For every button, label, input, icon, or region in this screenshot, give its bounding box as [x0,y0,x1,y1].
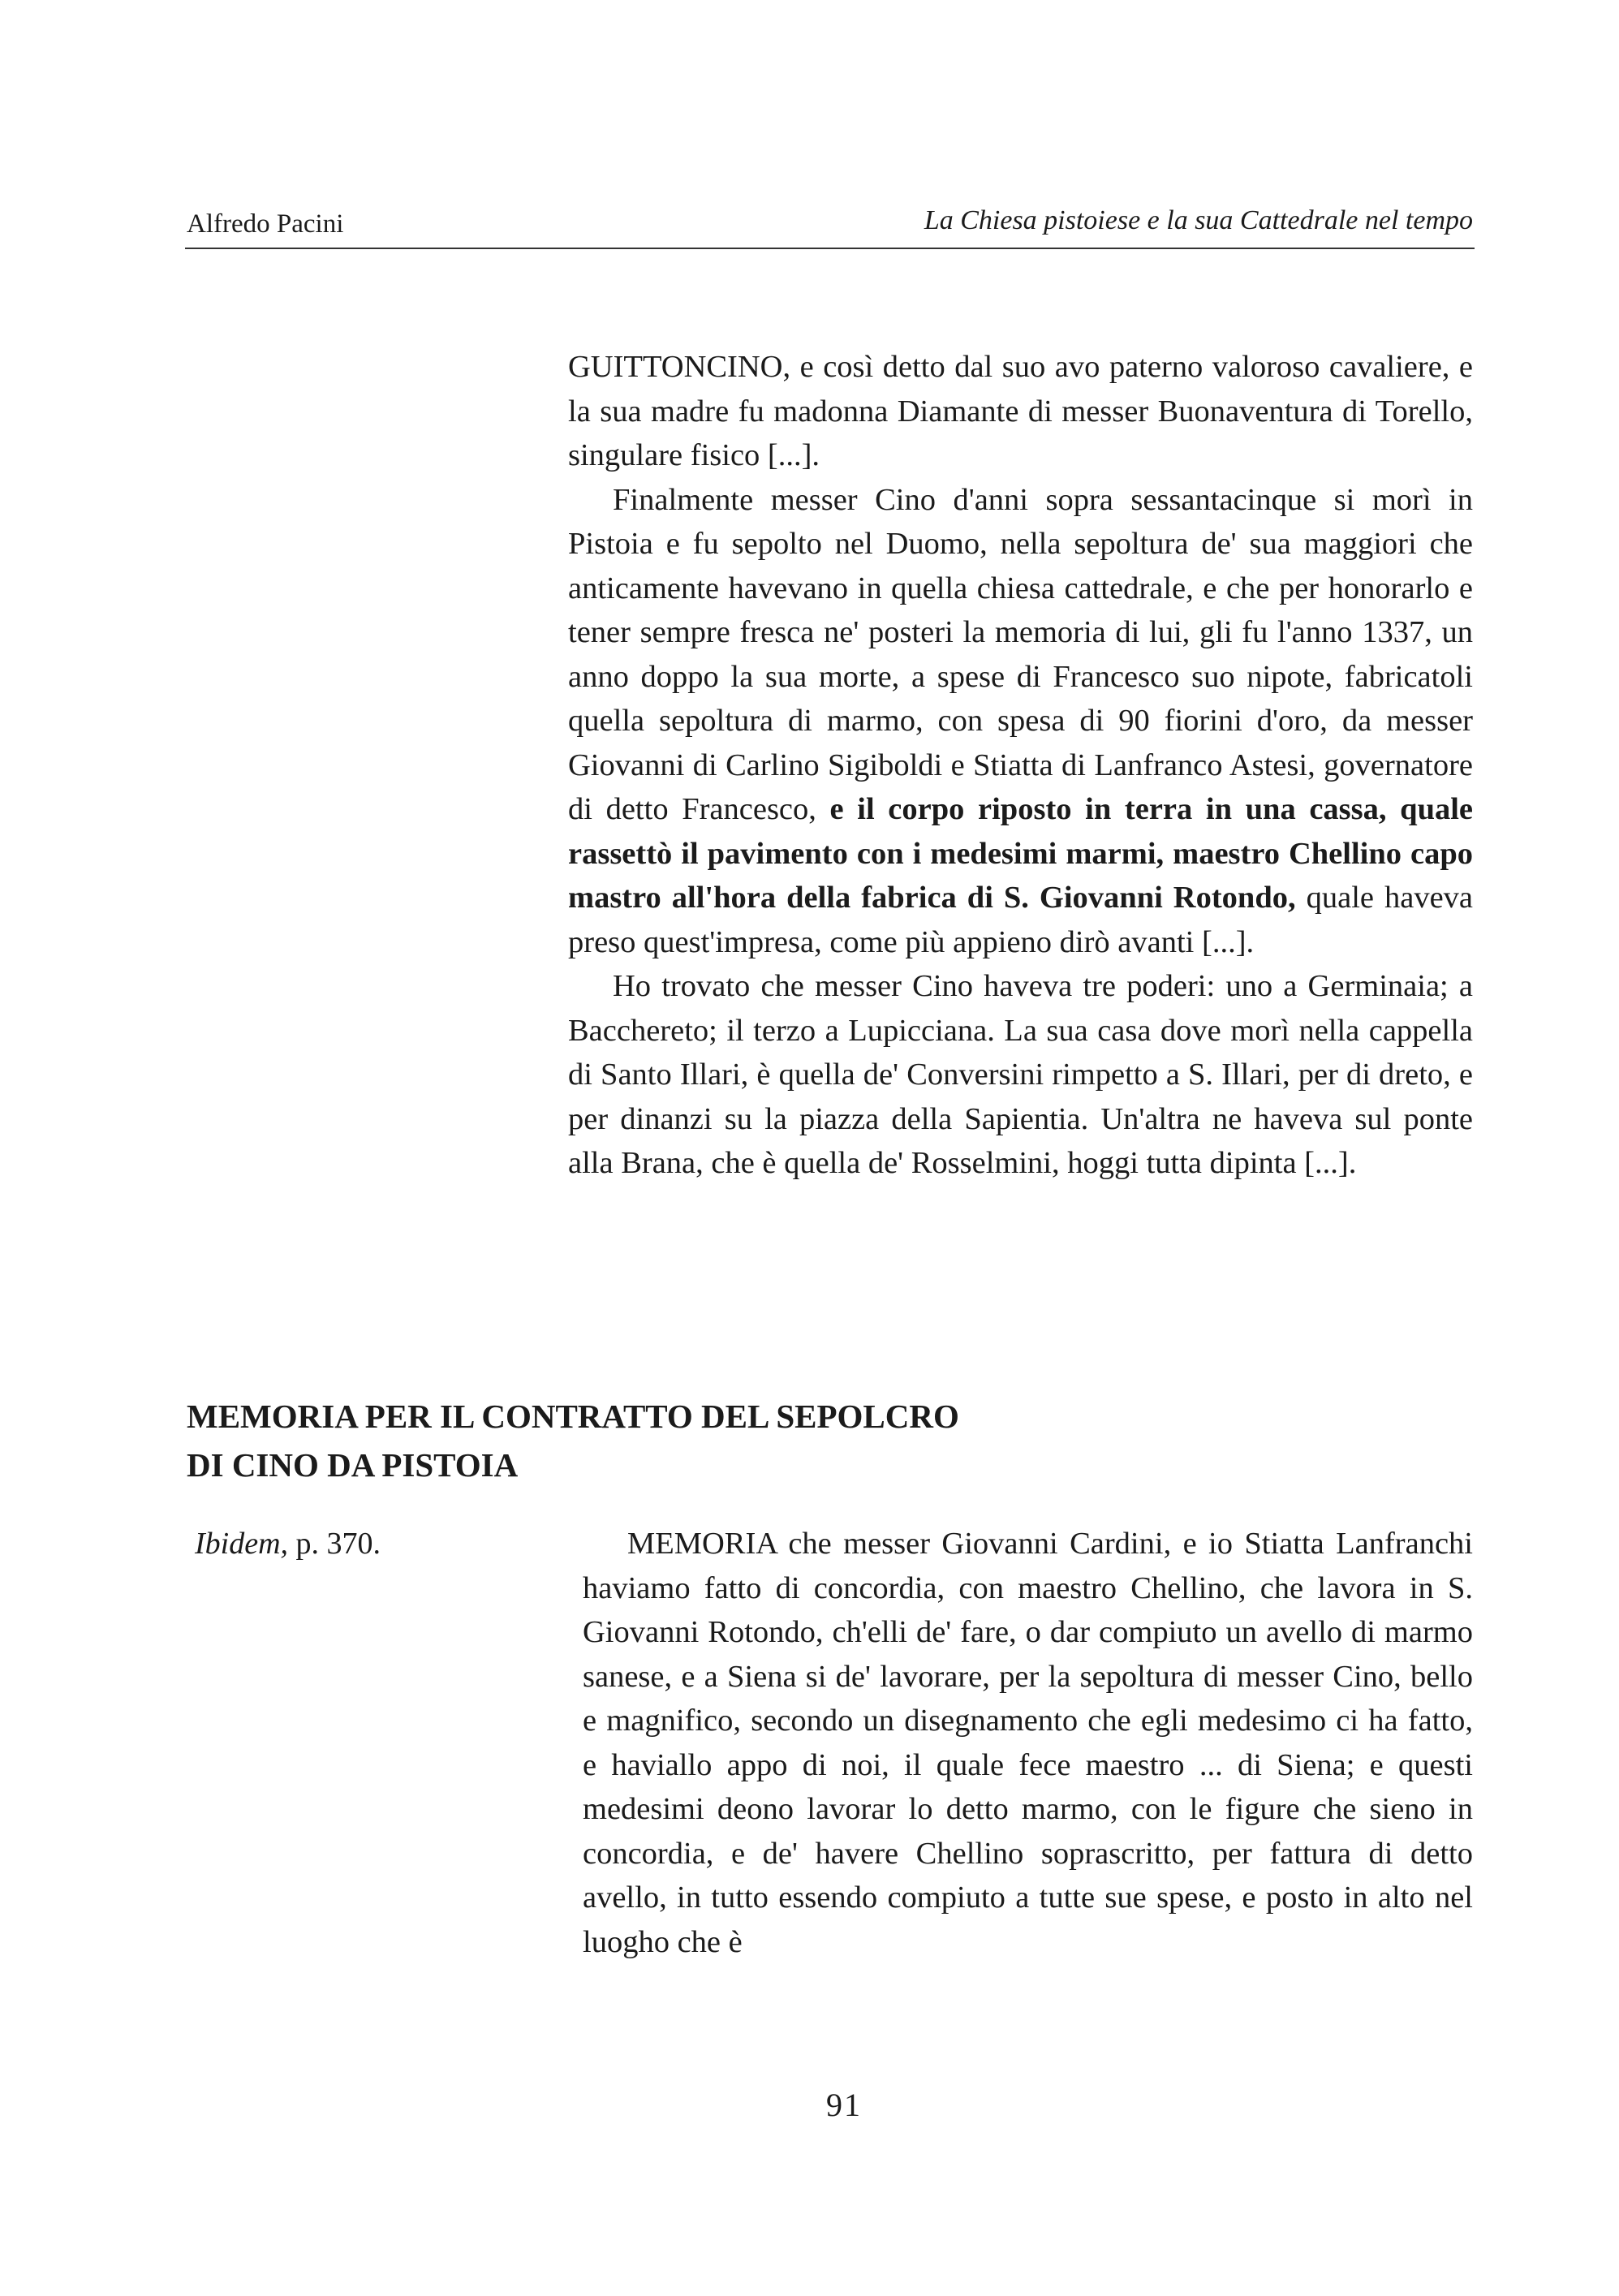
quoted-passage [568,345,1473,1186]
paragraph: Ho trovato che messer Cino haveva tre poderi: uno a Germinaia; a Bacchereto; il terzo a Lupicciana. La sua casa dove morì nella cappella di Santo Illari, è quella de' Conversini rimpetto a S. Illari, per di dreto, e per dinanzi su la piazza della Sapientia. Un'altra ne haveva sul ponte alla Brana, che è quella de' Rosselmini, hoggi tutta dipinta [...]. [568,969,1473,1180]
bold-text-run: e il corpo riposto in terra in una cassa, quale rassettò il pavimento con i medesimi marmi, maestro Chellino capo mastro all'hora della fabrica di S. Giovanni Rotondo, [568,792,1474,915]
text-run: quale haveva preso quest'impresa, come più appieno dirò avanti [...]. [568,881,1473,959]
reference-title: Ibidem, [195,1527,289,1561]
reference-page: p. 370. [295,1527,381,1561]
running-header-title: La Chiesa pistoiese e la sua Cattedrale nel tempo [924,205,1473,235]
quoted-passage [583,1522,1473,1964]
section-heading [187,1392,1160,1489]
header-divider [185,248,1475,249]
paragraph [568,478,1473,965]
page-number: 91 [826,2087,862,2123]
section-heading-line: MEMORIA PER IL CONTRATTO DEL SEPOLCRO [187,1398,959,1435]
running-header-author: Alfredo Pacini [187,209,344,239]
text-run: Finalmente messer Cino d'anni sopra sessantacinque si morì in Pistoia e fu sepolto nel Duomo, nella sepoltura de' sua maggiori che anticamente havevano in quella chiesa cattedrale, e che per honorarlo e tener sempre fresca ne' posteri la memoria di lui, gli fu l'anno 1337, un anno doppo la sua morte, a spese di Francesco suo nipote, fabricatoli quella sepoltura di marmo, con spesa di 90 fiorini d'oro, da messer Giovanni di Carlino Sigiboldi e Stiatta di Lanfranco Astesi, governatore di detto Francesco, [568,482,1473,826]
paragraph: MEMORIA che messer Giovanni Cardini, e io Stiatta Lanfranchi haviamo fatto di concordia, con maestro Chellino, che lavora in S. Giovanni Rotondo, ch'elli de' fare, o dar compiuto un avello di marmo sanese, e a Siena si de' lavorare, per la sepoltura di messer Cino, bello e magnifico, secondo un disegnamento che egli medesimo ci ha fatto, e haviallo appo di noi, il quale fece maestro ... di Siena; e questi medesimi deono lavorar lo detto marmo, con le figure che sieno in concordia, e de' havere Chellino soprascritto, per fattura di detto avello, in tutto essendo compiuto a tutte sue spese, e posto in alto nel luogho che è [583,1527,1473,1959]
section-heading-line: DI CINO DA PISTOIA [187,1446,519,1484]
paragraph: GUITTONCINO, e così detto dal suo avo paterno valoroso cavaliere, e la sua madre fu madonna Diamante di messer Buonaventura di Torello, singulare fisico [...]. [568,350,1473,472]
source-reference [195,1526,381,1562]
